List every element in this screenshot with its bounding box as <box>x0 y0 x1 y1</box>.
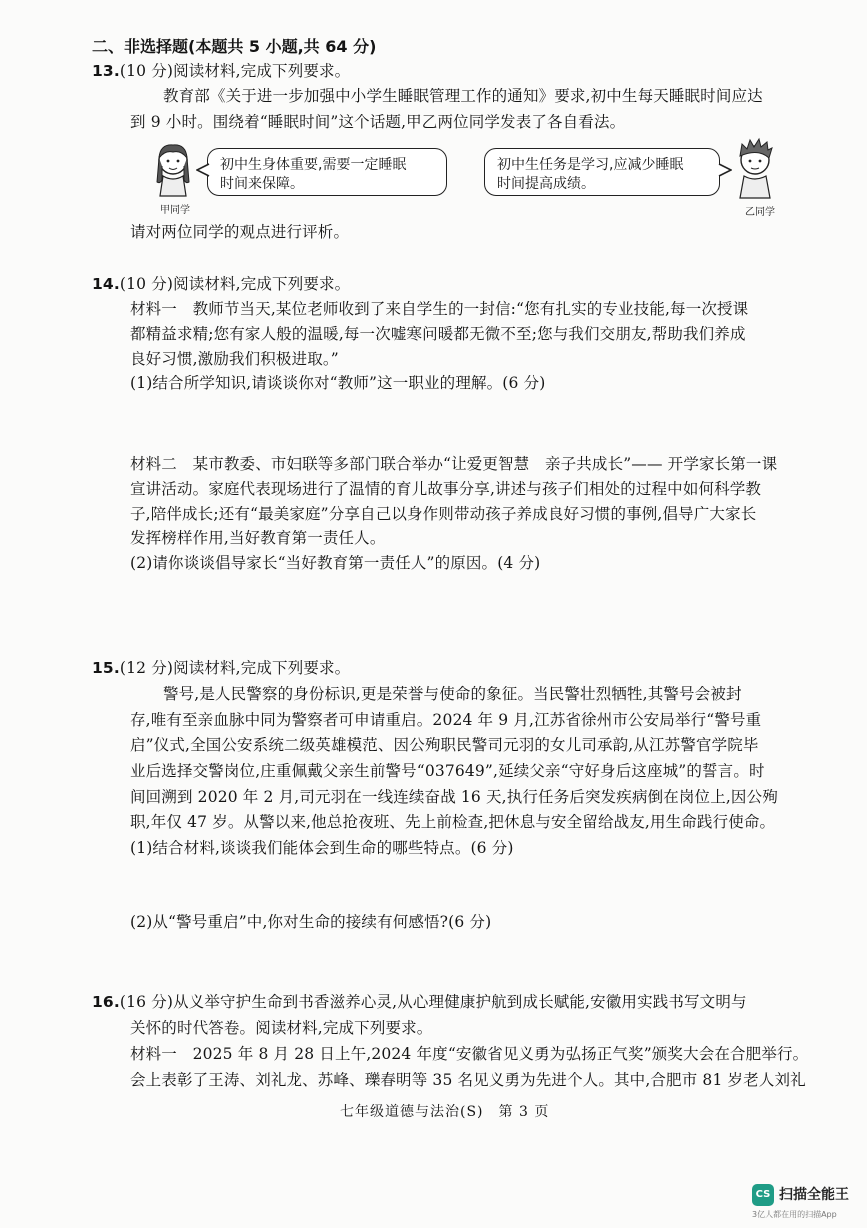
scanner-app-name: 扫描全能王 <box>779 1187 849 1203</box>
page-footer: 七年级道德与法治(S) 第 3 页 <box>340 1104 550 1120</box>
q15-material-line: 间回溯到 2020 年 2 月,司元羽在一线连续奋战 16 天,执行任务后突发疾病倒在岗位上,因公殉 <box>130 788 778 806</box>
student-a-illustration <box>148 138 198 198</box>
q16-intro-line: 关怀的时代答卷。阅读材料,完成下列要求。 <box>130 1019 433 1037</box>
q15-sub-question-1: (1)结合材料,谈谈我们能体会到生命的哪些特点。(6 分) <box>130 839 514 857</box>
bubble-line: 时间来保障。 <box>220 176 304 192</box>
section-header: 二、非选择题(本题共 5 小题,共 64 分) <box>92 37 377 56</box>
student-b-caption: 乙同学 <box>745 207 775 218</box>
scanner-tagline: 3亿人都在用的扫描App <box>752 1210 837 1219</box>
q15-material-line: 职,年仅 47 岁。从警以来,他总抢夜班、先上前检查,把休息与安全留给战友,用生命践行使命。 <box>130 813 776 831</box>
question-16-line <box>92 992 747 1012</box>
q14-material-line: 良好习惯,激励我们积极进取。” <box>130 350 339 368</box>
q15-material-line: 业后选择交警岗位,庄重佩戴父亲生前警号“037649”,延续父亲“守好身后这座城”的誓言。时 <box>130 762 765 780</box>
q14-material-line: 发挥榜样作用,当好教育第一责任人。 <box>130 529 386 547</box>
bubble-line: 初中生身体重要,需要一定睡眠 <box>220 157 407 173</box>
scanner-logo-icon: CS <box>752 1184 774 1206</box>
q13-paragraph-line: 教育部《关于进一步加强中小学生睡眠管理工作的通知》要求,初中生每天睡眠时间应达 <box>163 87 763 105</box>
q14-material-line: 都精益求精;您有家人般的温暖,每一次嘘寒问暖都无微不至;您与我们交朋友,帮助我们养成 <box>130 325 746 343</box>
question-15-header <box>92 658 350 678</box>
bubble-line: 时间提高成绩。 <box>497 176 595 192</box>
student-b-illustration <box>728 136 782 200</box>
q16-material-line: 会上表彰了王涛、刘礼龙、苏峰、瓅春明等 35 名见义勇为先进个人。其中,合肥市 81 岁老人刘礼 <box>130 1071 806 1089</box>
question-intro: (16 分)从义举守护生命到书香滋养心灵,从心理健康护航到成长赋能,安徽用实践书写文明与 <box>119 993 747 1011</box>
question-number: 14. <box>92 275 120 293</box>
speech-bubble-a <box>207 148 447 196</box>
question-number: 15. <box>92 659 120 677</box>
student-a-caption: 甲同学 <box>160 205 190 216</box>
q14-sub-question-2: (2)请你谈谈倡导家长“当好教育第一责任人”的原因。(4 分) <box>130 554 541 572</box>
question-instruction: (10 分)阅读材料,完成下列要求。 <box>119 275 351 293</box>
question-number: 13. <box>92 62 120 80</box>
bubble-line: 初中生任务是学习,应减少睡眠 <box>497 157 684 173</box>
q15-sub-question-2: (2)从“警号重启”中,你对生命的接续有何感悟?(6 分) <box>130 913 492 931</box>
q14-material-line: 宣讲活动。家庭代表现场进行了温情的育儿故事分享,讲述与孩子们相处的过程中如何科学教 <box>130 480 762 498</box>
question-instruction: (12 分)阅读材料,完成下列要求。 <box>119 659 351 677</box>
bubble-a-tail <box>196 163 210 177</box>
q13-paragraph-line: 到 9 小时。围绕着“睡眠时间”这个话题,甲乙两位同学发表了各自看法。 <box>130 113 626 131</box>
speech-bubble-b <box>484 148 720 196</box>
question-instruction: (10 分)阅读材料,完成下列要求。 <box>119 62 351 80</box>
q13-question: 请对两位同学的观点进行评析。 <box>130 223 350 241</box>
q15-material-line: 存,唯有至亲血脉中同为警察者可申请重启。2024 年 9 月,江苏省徐州市公安局举行“警号重 <box>130 711 762 729</box>
question-13-header <box>92 61 350 81</box>
question-number: 16. <box>92 993 120 1011</box>
q14-material-line: 子,陪伴成长;还有“最美家庭”分享自己以身作则带动孩子养成良好习惯的事例,倡导广大家长 <box>130 505 757 523</box>
q14-material-line: 材料一 教师节当天,某位老师收到了来自学生的一封信:“您有扎实的专业技能,每一次授课 <box>130 300 749 318</box>
q15-material-line: 警号,是人民警察的身份标识,更是荣誉与使命的象征。当民警壮烈牺牲,其警号会被封 <box>163 685 742 703</box>
q14-sub-question-1: (1)结合所学知识,请谈谈你对“教师”这一职业的理解。(6 分) <box>130 374 546 392</box>
question-14-header <box>92 274 350 294</box>
q15-material-line: 启”仪式,全国公安系统二级英雄模范、因公殉职民警司元羽的女儿司承韵,从江苏警官学院毕 <box>130 736 759 754</box>
q14-material-line: 材料二 某市教委、市妇联等多部门联合举办“让爱更智慧 亲子共成长”—— 开学家长第一课 <box>130 455 778 473</box>
q16-material-line: 材料一 2025 年 8 月 28 日上午,2024 年度“安徽省见义勇为弘扬正气奖”颁奖大会在合肥举行。 <box>130 1045 809 1063</box>
